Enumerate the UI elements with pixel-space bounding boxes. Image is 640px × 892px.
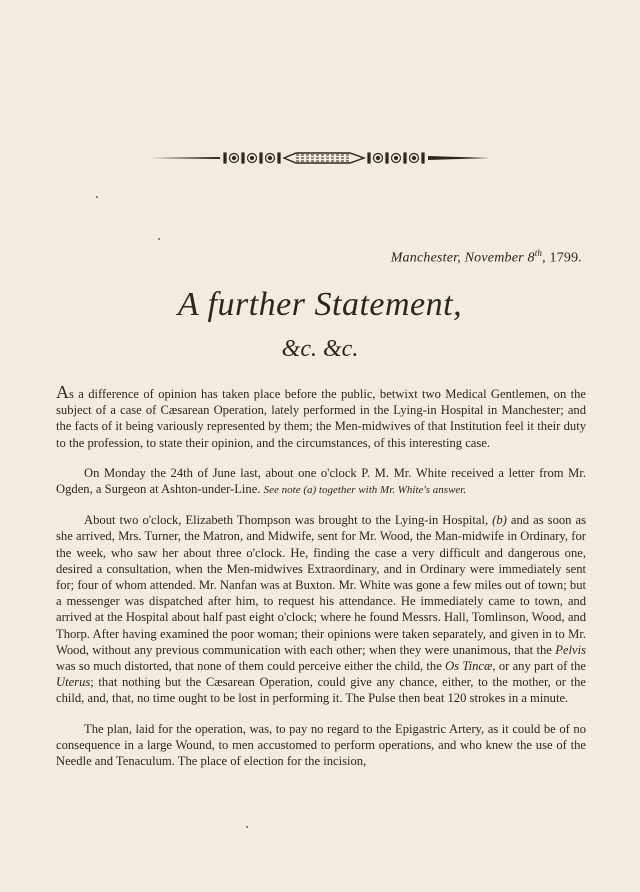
paragraph-3-text-c: was so much distorted, that none of them could perceive either the child, the <box>56 659 442 674</box>
footnote-reference-b: (b) <box>492 513 507 528</box>
term-uterus: Uterus <box>56 675 91 690</box>
paragraph-3-text-e: ; that nothing but the Cæsarean Operation, could give any chance, either, to the mother, or the child, and, that, no time ought to be lost in performing it. The Pulse then beat 120 strokes in a minute. <box>56 675 586 706</box>
dateline-date: November 8 <box>464 250 535 266</box>
paragraph-1-text: s a difference of opinion has taken place before the public, betwixt two Medical Gentlemen, on the subject of a case of Cæsarean Operation, lately performed in the Lying-in Hospital in Manchester; and the facts of it being variously represented by them; the Men-midwives of that Institution feel it their duty to the profession, to state their opinion, and the circumstances, of this interesting case. <box>56 387 586 450</box>
term-os-tincae: Os Tincæ, <box>445 659 496 674</box>
paragraph-4-text: The plan, laid for the operation, was, to pay no regard to the Epigastric Artery, as it could be of no consequence in a large Wound, to men accustomed to perform operations, and who knew the use of the Needle and Tenaculum. The place of election for the incision, <box>56 721 586 769</box>
paragraph-3 <box>56 512 586 706</box>
page-title: A further Statement, <box>177 286 463 323</box>
paragraph-3-text-d: or any part of the <box>498 659 586 674</box>
body-text <box>56 384 586 783</box>
paragraph-3-text-a: About two o'clock, Elizabeth Thompson was brought to the Lying-in Hospital, <box>84 513 489 528</box>
paragraph-3-text-b: and as soon as she arrived, Mrs. Turner, the Matron, and Midwife, sent for Mr. Wood, the Man-midwife in Ordinary, for the week, who saw her about three o'clock. He, finding the case a very difficult and dangerous one, desired a consultation, when the Men-midwives Extraordinary, and in Ordinary were immediately sent for; four of whom attended. Mr. Nanfan was at Buxton. Mr. White was gone a few miles out of town; but a messenger was dispatched after him, to request his attendance. He immediately came to town, and arrived at the Hospital about half past eight o'clock; where he found Messrs. Hall, Tomlinson, Wood, and Thorp. After having examined the poor woman; their opinions were taken separately, and given in to Mr. Wood, without any previous communication with each other; when they were unanimous, that the <box>56 513 586 657</box>
drop-cap: A <box>56 382 69 402</box>
paragraph-4 <box>56 721 586 770</box>
paragraph-2-text: On Monday the 24th of June last, about one o'clock P. M. Mr. White received a letter from Mr. Ogden, a Surgeon at Ashton-under-Line. <box>56 465 586 497</box>
ornamental-rule <box>150 150 490 166</box>
paragraph-1 <box>56 384 586 451</box>
dateline-separator: , <box>457 250 465 266</box>
paragraph-2 <box>56 465 586 498</box>
page-subtitle: &c. &c. <box>281 336 359 362</box>
dateline-date-suffix: th <box>534 248 543 258</box>
dateline-year: , 1799. <box>542 250 582 266</box>
footnote-reference-a: See note (a) together with Mr. White's answer. <box>263 484 467 497</box>
paper-speck <box>246 826 248 828</box>
paper-speck <box>96 196 98 198</box>
dateline-place: Manchester <box>390 250 458 266</box>
paper-speck <box>158 238 160 240</box>
dateline <box>391 248 582 267</box>
term-pelvis: Pelvis <box>555 642 586 657</box>
